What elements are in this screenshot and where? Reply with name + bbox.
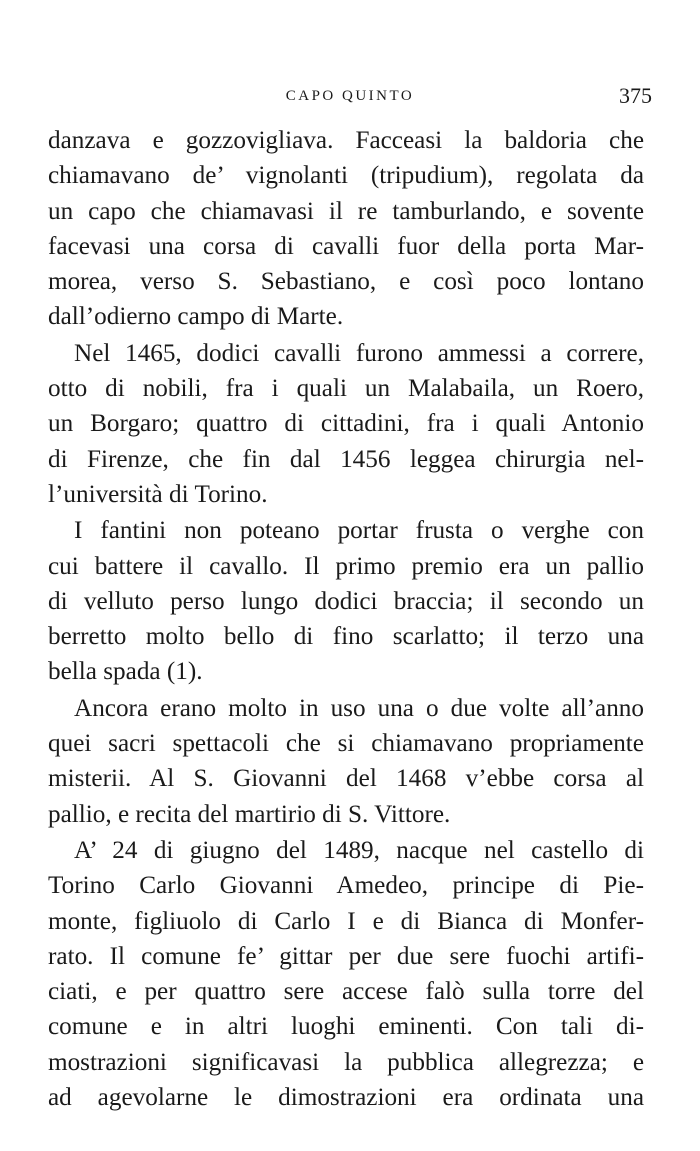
text-line: ad agevolarne le dimostrazioni era ordinata una (48, 1084, 644, 1112)
text-line: pallio, e recita del martirio di S. Vittore. (48, 800, 451, 828)
text-line: I fantini non poteano portar frusta o verghe con (74, 517, 644, 545)
text-line: ciati, e per quattro sere accese falò sulla torre del (48, 978, 644, 1006)
text-line: misterii. Al S. Giovanni del 1468 v’ebbe corsa al (48, 765, 644, 793)
text-line: bella spada (1). (48, 658, 203, 686)
paragraph-3 (48, 513, 644, 689)
text-line: l’università di Torino. (48, 480, 268, 508)
text-line: morea, verso S. Sebastiano, e così poco lontano (48, 268, 644, 296)
text-line: Torino Carlo Giovanni Amedeo, principe di Pie- (48, 872, 644, 900)
text-line: cui battere il cavallo. Il primo premio era un pallio (48, 552, 644, 580)
text-line: quei sacri spettacoli che si chiamavano propriamente (48, 730, 644, 758)
paragraph-2 (48, 336, 644, 512)
text-line: A’ 24 di giugno del 1489, nacque nel castello di (74, 836, 644, 864)
running-head: CAPO QUINTO (285, 88, 415, 104)
paragraph-5 (48, 833, 644, 1115)
text-line: monte, figliuolo di Carlo I e di Bianca di Monfer- (48, 907, 644, 935)
paragraph-1 (48, 123, 644, 335)
body-text (48, 123, 644, 1115)
text-line: Nel 1465, dodici cavalli furono ammessi a correre, (74, 339, 644, 367)
text-line: un Borgaro; quattro di cittadini, fra i quali Antonio (48, 410, 644, 438)
text-line: chiamavano de’ vignolanti (tripudium), regolata da (48, 162, 644, 190)
text-line: facevasi una corsa di cavalli fuor della porta Mar- (48, 232, 644, 260)
text-line: danzava e gozzovigliava. Facceasi la baldoria che (48, 127, 644, 154)
page-number: 375 (619, 83, 652, 108)
page-header (48, 84, 652, 108)
paragraph-4 (48, 691, 644, 832)
text-line: di Firenze, che fin dal 1456 leggea chirurgia nel- (48, 445, 644, 473)
text-line: un capo che chiamavasi il re tamburlando, e sovente (48, 197, 644, 225)
text-line: rato. Il comune fe’ gittar per due sere fuochi artifi- (48, 942, 644, 970)
text-line: comune e in altri luoghi eminenti. Con tali di- (48, 1013, 644, 1041)
text-line: Ancora erano molto in uso una o due volte all’anno (74, 694, 644, 722)
text-line: berretto molto bello di fino scarlatto; il terzo una (48, 623, 644, 651)
text-line: dall’odierno campo di Marte. (48, 303, 344, 331)
text-line: mostrazioni significavasi la pubblica allegrezza; e (48, 1048, 644, 1076)
text-line: otto di nobili, fra i quali un Malabaila, un Roero, (48, 375, 644, 403)
text-line: di velluto perso lungo dodici braccia; il secondo un (48, 587, 644, 615)
